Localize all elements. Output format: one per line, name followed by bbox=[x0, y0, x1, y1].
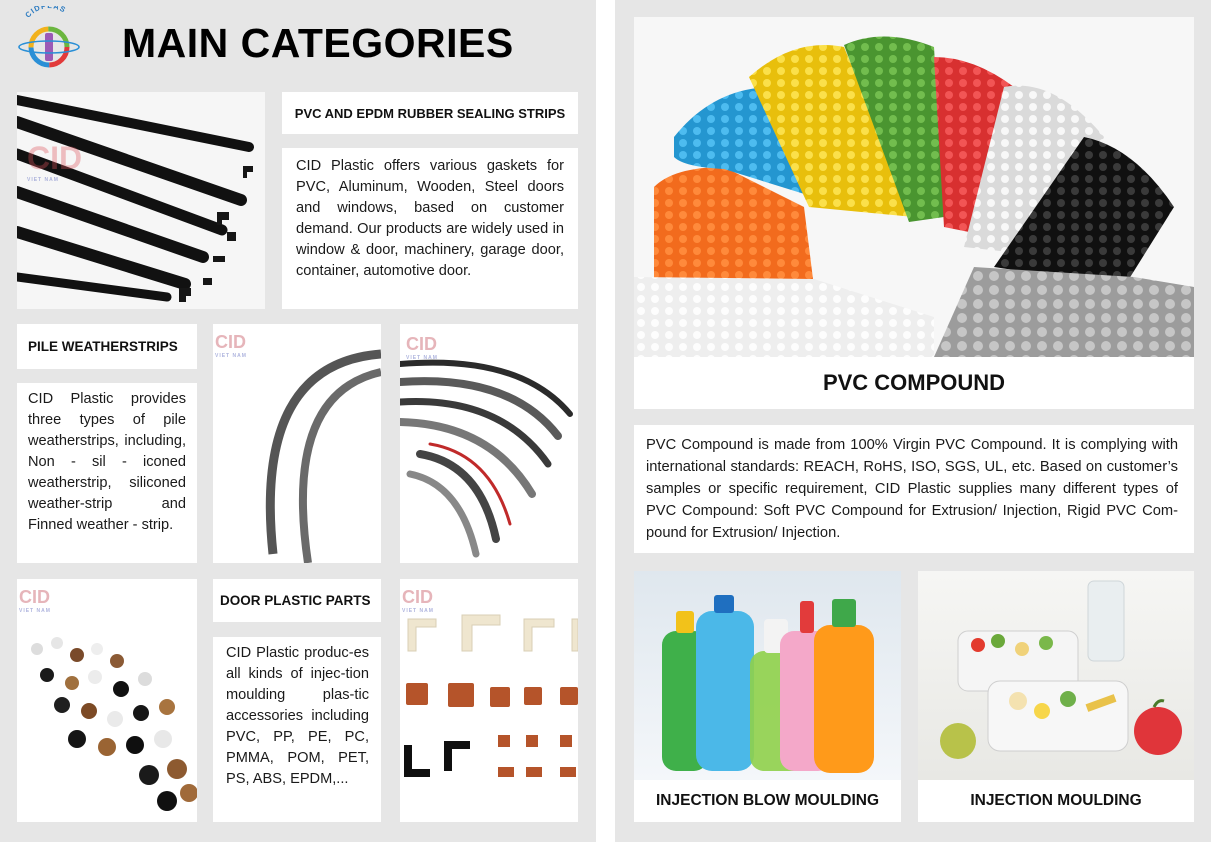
page-title: MAIN CATEGORIES bbox=[122, 20, 514, 66]
injection-moulding-image bbox=[918, 571, 1194, 780]
pvc-pellets-image bbox=[634, 17, 1194, 357]
sealing-heading: PVC AND EPDM RUBBER SEALING STRIPS bbox=[282, 92, 578, 134]
sealing-strips-image bbox=[17, 92, 265, 309]
door-parts-caps-image bbox=[17, 579, 197, 822]
left-page bbox=[0, 0, 596, 842]
cidplas-logo-icon bbox=[14, 6, 84, 74]
cid-watermark-icon: CID VIET NAM bbox=[215, 332, 247, 359]
page-divider bbox=[596, 0, 615, 842]
cid-watermark-icon: CID VIET NAM bbox=[27, 140, 83, 183]
pile-strips-image bbox=[400, 324, 578, 563]
svg-text:CIDPLAS bbox=[23, 6, 68, 19]
blow-moulding-caption: INJECTION BLOW MOULDING bbox=[634, 780, 901, 822]
door-parts-corners-image bbox=[400, 579, 578, 822]
pvc-compound-description: PVC Compound is made from 100% Virgin PVC Compound. It is complying with international standards: REACH, RoHS, ISO, SGS, UL, etc. Based on customer’s samples or specific requirement, CID Plastic supplies many different types of PVC Compound: Soft PVC Compound for Extrusion/ Injection, Rigid PVC Com-pound for Extrusion/ Injection. bbox=[634, 425, 1194, 553]
pile-description: CID Plastic provides three types of pile weatherstrips, including, Non - sil - iconed weatherstrip, siliconed weather-strip and Finned weather - strip. bbox=[17, 383, 197, 563]
pvc-compound-title: PVC COMPOUND bbox=[634, 357, 1194, 409]
pile-coil-image bbox=[213, 324, 381, 563]
cid-watermark-icon: CID VIET NAM bbox=[19, 587, 51, 614]
cid-watermark-icon: CID VIET NAM bbox=[402, 587, 434, 614]
door-heading: DOOR PLASTIC PARTS bbox=[213, 579, 381, 622]
blow-moulding-image bbox=[634, 571, 901, 780]
door-description: CID Plastic produc-es all kinds of injec-tion moulding plas-tic accessories including PVC, PP, PE, PC, PMMA, POM, PET, PS, ABS, EPDM,... bbox=[213, 637, 381, 822]
pile-heading: PILE WEATHERSTRIPS bbox=[17, 324, 197, 369]
sealing-description: CID Plastic offers various gaskets for PVC, Aluminum, Wooden, Steel doors and windows, based on customer demand. Our products are widely used in window & door, machinery, garage door, container, automotive door. bbox=[282, 148, 578, 309]
cid-watermark-icon: CID VIET NAM bbox=[406, 334, 438, 361]
right-page bbox=[615, 0, 1211, 842]
injection-moulding-caption: INJECTION MOULDING bbox=[918, 780, 1194, 822]
logo-text: CIDP AS bbox=[23, 6, 68, 20]
